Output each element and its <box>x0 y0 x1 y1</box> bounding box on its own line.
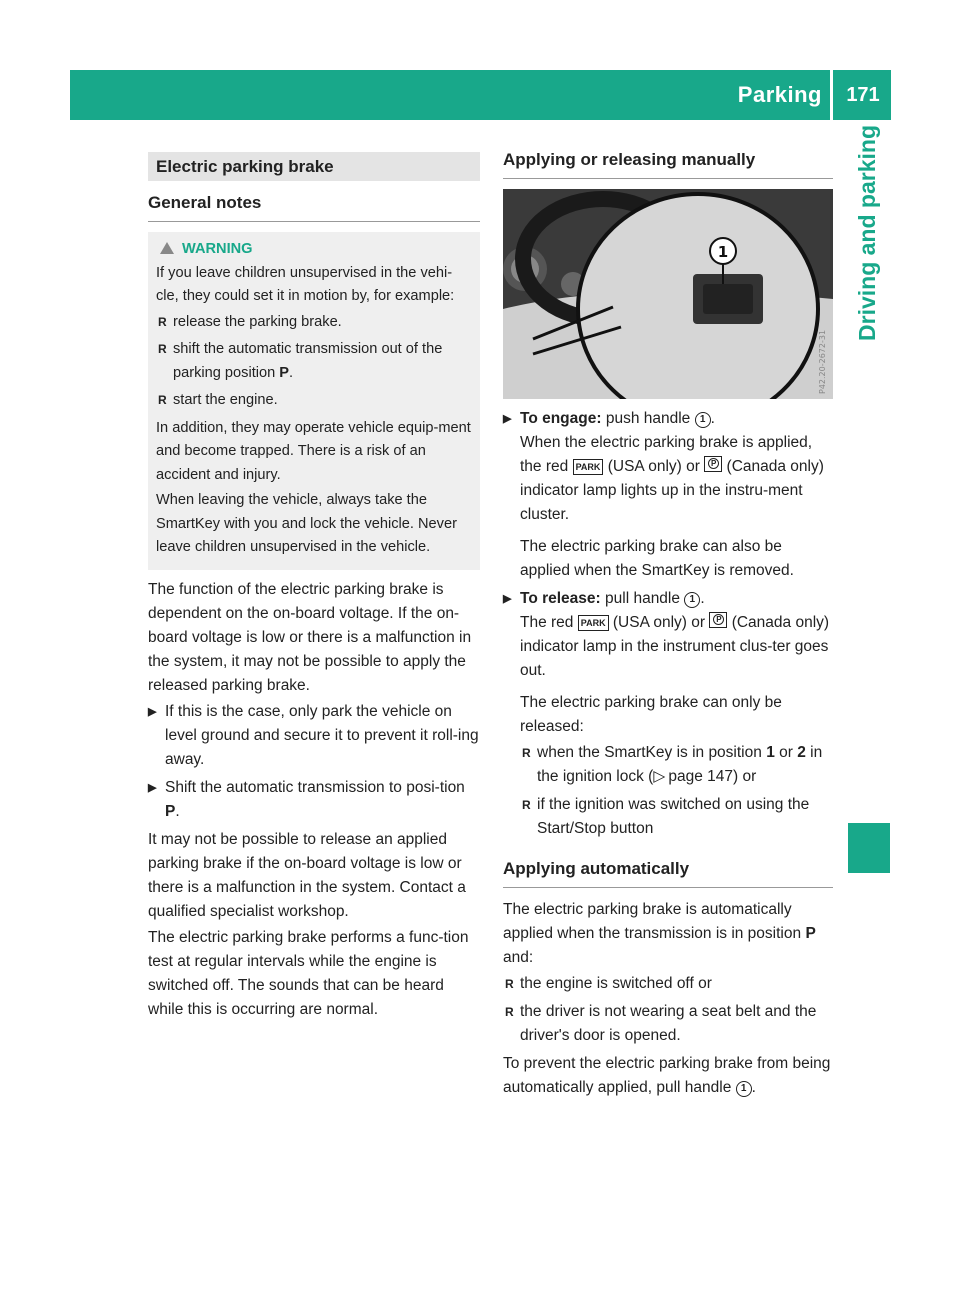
release-detail: The red <box>520 614 574 631</box>
manual-heading: Applying or releasing manually <box>503 148 833 179</box>
engage-note: The electric parking brake can also be applied when the SmartKey is removed. <box>520 538 794 579</box>
release-b1-pos1: 1 <box>766 744 775 761</box>
callout-1-icon: 1 <box>684 592 700 608</box>
auto-bullet: R the driver is not wearing a seat belt and the driver's door is opened. <box>503 1000 833 1048</box>
warning-bullet: R shift the automatic transmission out of the parking position P. <box>156 338 472 385</box>
auto-paragraph <box>503 898 833 970</box>
release-b1-or: or <box>779 744 793 761</box>
warning-bullet-text: shift the automatic transmission out of the parking position <box>173 341 443 381</box>
warning-bullet-bold: P <box>279 364 290 381</box>
warning-bullet: R start the engine. <box>156 389 472 413</box>
auto-heading: Applying automatically <box>503 857 833 888</box>
canada-indicator-icon <box>704 456 722 472</box>
side-tab-label: Driving and parking <box>854 125 880 341</box>
photo-code: P42.20-2672-31 <box>818 329 827 394</box>
warning-label: WARNING <box>182 241 253 257</box>
general-notes-heading: General notes <box>148 191 480 222</box>
canada-indicator-icon <box>709 612 727 628</box>
body-paragraph: The function of the electric parking brake is dependent on the on-board voltage. If the on-board voltage is low or there is a malfunction in the system, it may not be possible to apply the released parking brake. <box>148 580 472 694</box>
callout-1-icon: 1 <box>695 412 711 428</box>
release-canada-text: (Canada only) indicator lamp in the instrument clus-ter goes out. <box>520 614 830 679</box>
park-indicator-icon: PARK <box>578 615 609 631</box>
canada-only-text: (Canada only) indicator lamp lights up in the instru-ment cluster. <box>520 458 824 523</box>
engage-label: To engage: <box>520 410 602 427</box>
usa-only-text: (USA only) or <box>612 614 706 631</box>
body-paragraph: The electric parking brake performs a func-tion test at regular intervals while the engine is switched off. The sounds that can be heard while this is occurring are normal. <box>148 928 469 1018</box>
park-indicator-icon: PARK <box>573 459 604 475</box>
warning-header <box>160 238 472 262</box>
warning-icon <box>160 242 174 254</box>
page-number: 171 <box>846 84 880 106</box>
page-ref-arrow-icon: ▷ <box>653 768 669 785</box>
warning-intro: If you leave children unsupervised in the vehi-cle, they could set it in motion by, for example: <box>156 264 455 304</box>
step-bold: P <box>165 802 176 820</box>
left-column <box>148 152 480 1024</box>
step-text: Shift the automatic transmission to posi-tion <box>165 778 465 796</box>
header-divider <box>830 70 833 120</box>
warning-para: In addition, they may operate vehicle equip-ment and become trapped. There is a risk of an accident and injury. <box>156 419 471 483</box>
release-label: To release: <box>520 590 601 607</box>
body-paragraph: It may not be possible to release an applied parking brake if the on-board voltage is low or there is a malfunction in the system. Contact a qualified specialist workshop. <box>148 830 466 920</box>
engage-text: push handle <box>605 410 691 427</box>
engage-step: ▶ To engage: push handle 1 . When the electric parking brake is applied, the red PARK (USA only) or P (Canada only) indicator lamp lights up in the instru-ment cluster. The electric parking brake can also be applied when the SmartKey is removed. <box>503 407 833 583</box>
instruction-step: ▶ Shift the automatic transmission to posi-tion P. <box>148 776 480 824</box>
release-b1-pos2: 2 <box>797 744 806 761</box>
chapter-title: Parking <box>737 82 822 107</box>
prevent-paragraph: To prevent the electric parking brake from being automatically applied, pull handle 1 . <box>503 1055 831 1096</box>
instruction-step: ▶ If this is the case, only park the vehicle on level ground and secure it to prevent it roll-ing away. <box>148 700 480 772</box>
release-b1-text: when the SmartKey is in position <box>537 744 762 761</box>
auto-bold: P <box>805 925 816 942</box>
photo-callout: 1 <box>717 243 729 261</box>
auto-text: The electric parking brake is automatically applied when the transmission is in position <box>503 901 802 942</box>
dashboard-illustration <box>503 189 833 399</box>
auto-text-end: and: <box>503 949 534 966</box>
release-bullet: R if the ignition was switched on using the Start/Stop button <box>520 793 833 841</box>
section-title: Electric parking brake <box>148 152 480 181</box>
release-step: ▶ To release: pull handle 1 . The red PARK (USA only) or P (Canada only) indicator lamp in the instrument clus-ter goes out. The electric parking brake can only be released: R when the SmartKey is in position 1 or 2 in the ignition lock (▷ page 147) or R if the ignition was switched on using the Start/Stop button <box>503 587 833 841</box>
prevent-text: To prevent the electric parking brake from being automatically applied, pull handle <box>503 1055 831 1096</box>
release-text: pull handle <box>605 590 680 607</box>
dashboard-photo <box>503 189 833 399</box>
callout-1-icon: 1 <box>736 1081 752 1097</box>
engage-detail: When the electric parking brake is applied, the red <box>520 434 813 475</box>
auto-bullet: R the engine is switched off or <box>503 972 833 996</box>
page-ref-link[interactable]: page 147) or <box>668 768 757 785</box>
warning-bullet: R release the parking brake. <box>156 311 472 335</box>
usa-only-text: (USA only) or <box>607 458 700 475</box>
right-column <box>503 148 833 1102</box>
side-tab-marker <box>848 823 890 873</box>
release-b1-lock: in the ignition lock ( <box>537 744 823 785</box>
warning-box <box>148 232 480 570</box>
warning-para: When leaving the vehicle, always take the SmartKey with you and lock the vehicle. Never leave children unsupervised in the vehicle. <box>156 492 457 555</box>
release-note: The electric parking brake can only be released: <box>520 694 782 735</box>
release-bullet <box>520 741 833 789</box>
